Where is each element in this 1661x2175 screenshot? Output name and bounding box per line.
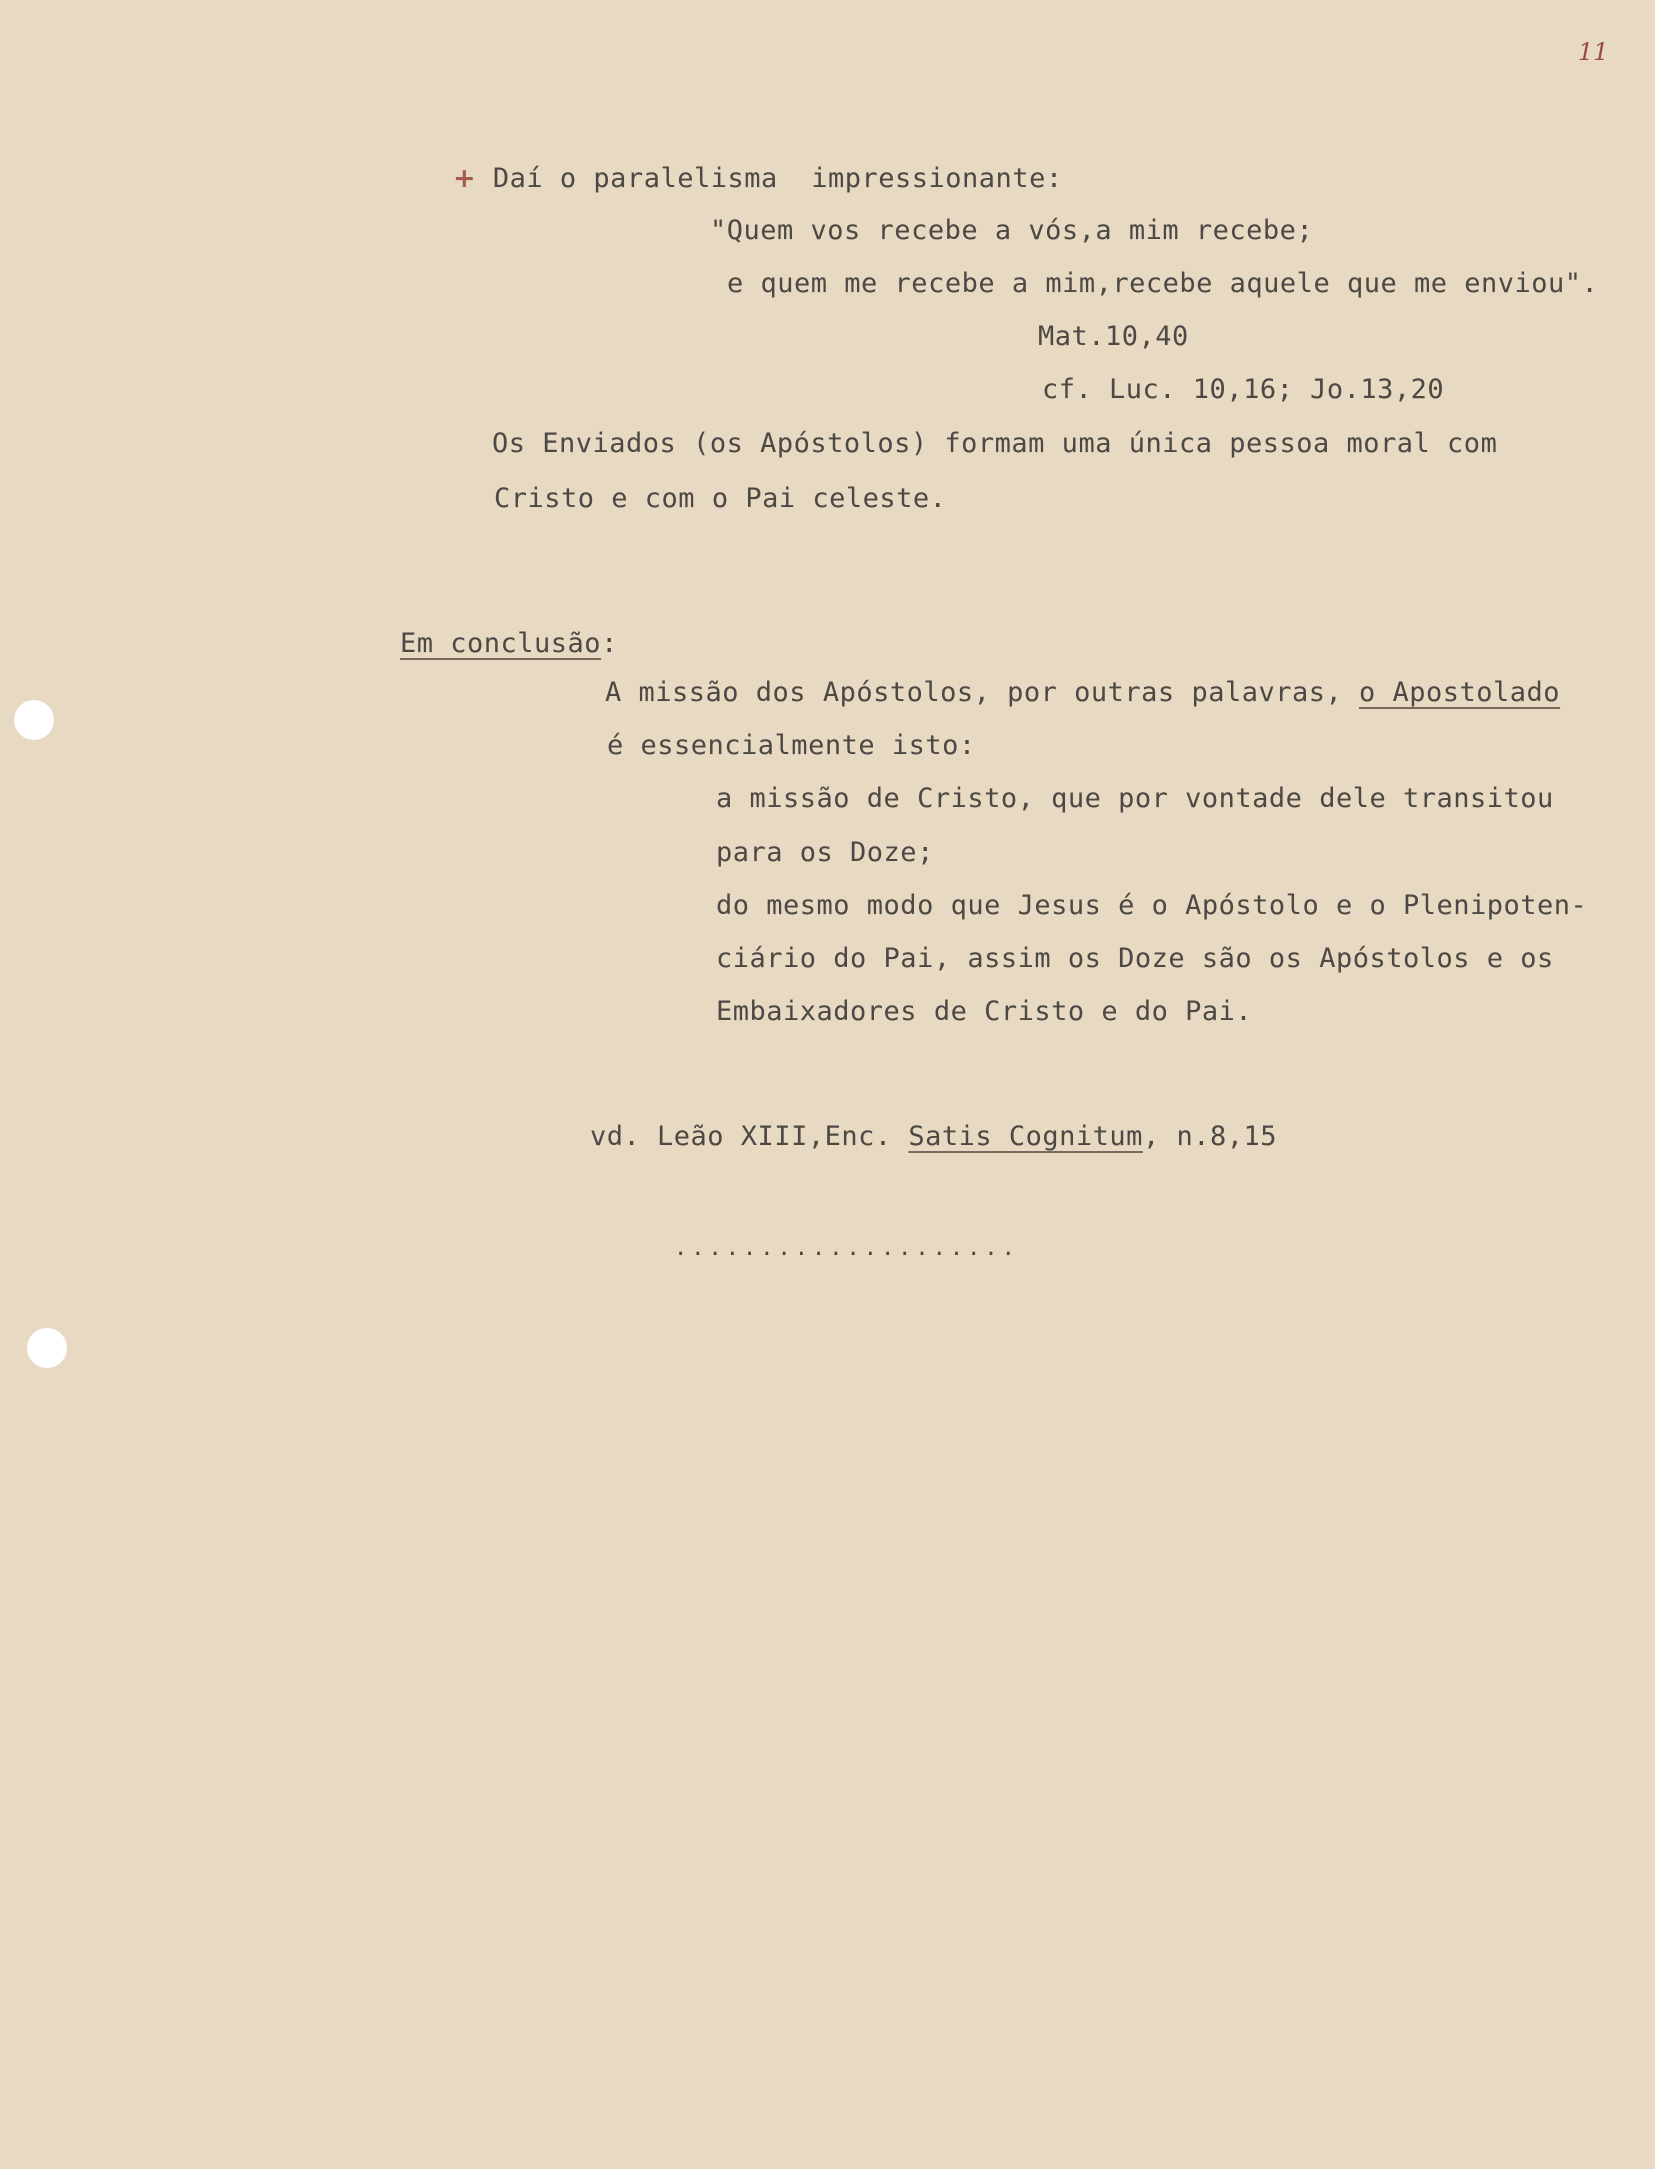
page-number: 11 [1578, 38, 1609, 66]
conclusion-detail-line-1: a missão de Cristo, que por vontade dele transitou [716, 783, 1554, 814]
encyclical-title: Satis Cognitum [908, 1121, 1143, 1152]
conclusion-heading-colon: : [601, 628, 618, 659]
encyclical-reference-pre: vd. Leão XIII,Enc. [590, 1121, 909, 1152]
encyclical-reference [590, 1120, 1277, 1154]
conclusion-paragraph-line-1 [605, 676, 1560, 710]
conclusion-detail-line-4: ciário do Pai, assim os Doze são os Apóstolos e os [716, 943, 1554, 974]
punch-hole-bottom [27, 1328, 67, 1368]
conclusion-detail-line-3: do mesmo modo que Jesus é o Apóstolo e o Plenipoten- [716, 890, 1588, 921]
intro-line [453, 162, 1063, 196]
statement-line-2: Cristo e com o Pai celeste. [494, 483, 947, 514]
page-edge-right [1655, 0, 1661, 2175]
conclusion-detail-line-2: para os Doze; [716, 837, 934, 868]
plus-mark-icon: + [453, 163, 477, 194]
conclusion-detail-line-5: Embaixadores de Cristo e do Pai. [716, 996, 1253, 1027]
conclusion-heading [400, 627, 618, 661]
intro-text: Daí o paralelisma impressionante: [492, 163, 1063, 194]
dotted-separator: .................... [674, 1236, 1019, 1261]
quote-line-1: "Quem vos recebe a vós,a mim recebe; [710, 215, 1314, 246]
conclusion-paragraph-text: A missão dos Apóstolos, por outras palavras, [605, 677, 1359, 708]
reference-matthew: Mat.10,40 [1038, 321, 1189, 352]
quote-line-2: e quem me recebe a mim,recebe aquele que me enviou". [727, 268, 1599, 299]
punch-hole-top [14, 700, 54, 740]
reference-luke-john: cf. Luc. 10,16; Jo.13,20 [1042, 374, 1445, 405]
apostolado-underlined: o Apostolado [1359, 677, 1561, 708]
page-edge-bottom [0, 2169, 1661, 2175]
conclusion-heading-text: Em conclusão [400, 628, 602, 659]
encyclical-reference-post: , n.8,15 [1142, 1121, 1277, 1152]
statement-line-1: Os Enviados (os Apóstolos) formam uma única pessoa moral com [492, 428, 1498, 459]
conclusion-paragraph-line-2: é essencialmente isto: [607, 730, 976, 761]
